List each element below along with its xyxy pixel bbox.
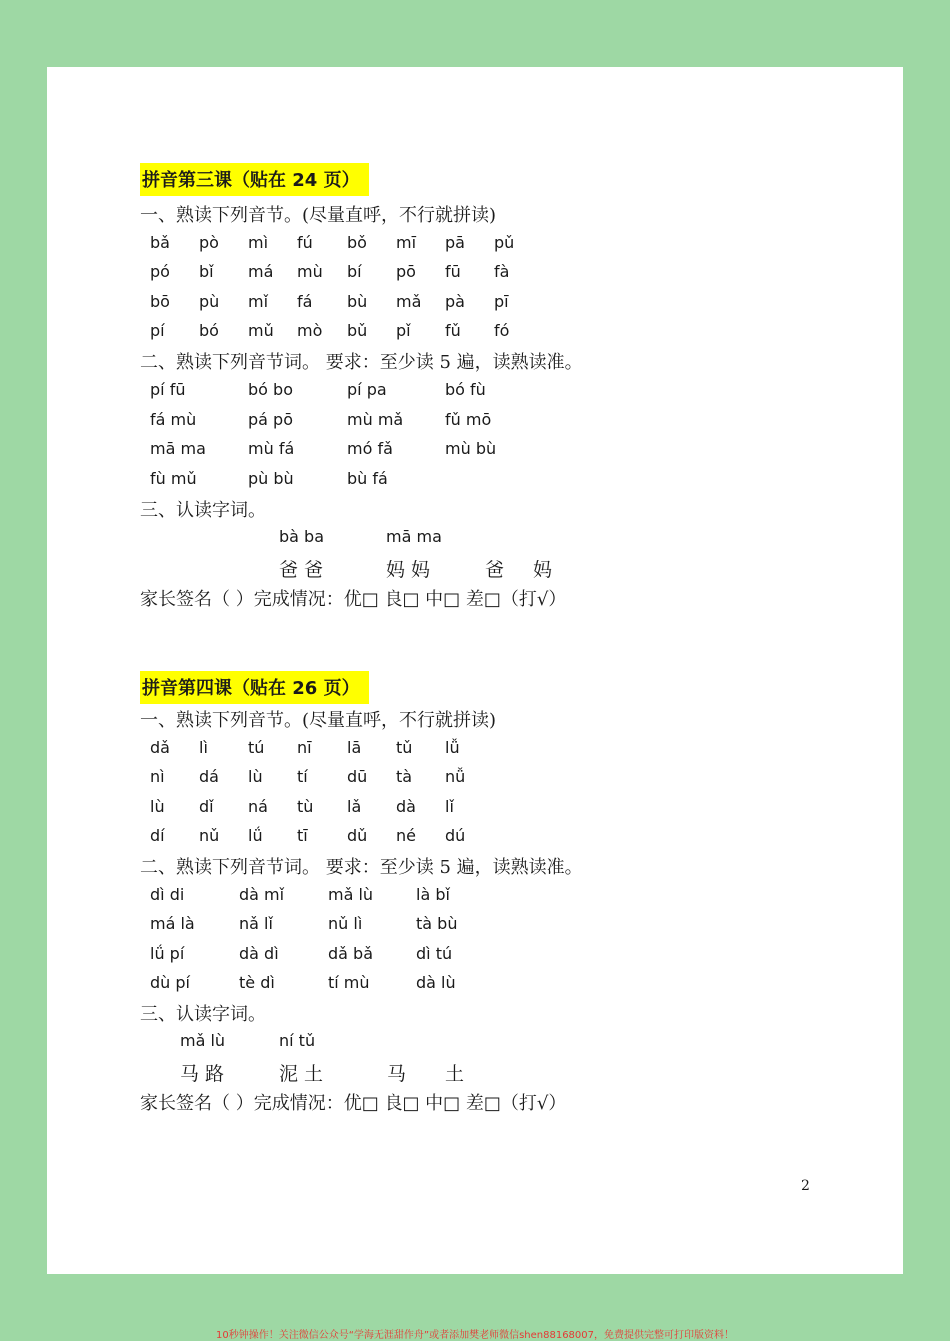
lesson4-hanzi-1: 马 路 [180,1063,225,1085]
word: fǔ mō [445,410,492,429]
syllable: pī [494,292,509,311]
word: pí pa [347,380,387,399]
syllable: né [396,826,416,845]
syllable: mǐ [248,292,269,311]
word: mù mǎ [347,410,404,429]
syllable: dū [347,767,368,786]
word: dù pí [150,973,190,992]
syllable: mī [396,233,417,252]
syllable: dǔ [347,826,368,845]
lesson4-title: 拼音第四课（贴在 26 页） [140,671,369,704]
lesson4-pinyin-2: ní tǔ [279,1031,316,1050]
syllable: mì [248,233,269,252]
lesson4-pinyin-1: mǎ lù [180,1031,226,1050]
lesson3-part3: 三、认读字词。 [140,500,266,521]
lesson3-parent-signature: 家长签名（ ）完成情况：优□ 良□ 中□ 差□（打√） [140,589,567,610]
lesson4-part3: 三、认读字词。 [140,1004,266,1025]
word: mǎ lù [328,885,374,904]
word: fá mù [150,410,197,429]
word: mā ma [150,439,206,458]
word: dà lù [416,973,456,992]
syllable: tà [396,767,413,786]
syllable: tú [248,738,265,757]
syllable: tǔ [396,738,413,757]
syllable: tù [297,797,314,816]
syllable: nǔ [199,826,220,845]
syllable: pǐ [396,321,411,340]
syllable: tí [297,767,308,786]
syllable: pó [150,262,170,281]
word: dì tú [416,944,453,963]
syllable: mò [297,321,323,340]
word: pí fū [150,380,186,399]
lesson3-pinyin-2: mā ma [386,527,442,546]
syllable: lǎ [347,797,362,816]
syllable: fū [445,262,461,281]
syllable: lǘ [248,826,263,845]
word: pá pō [248,410,293,429]
lesson3-hanzi-3: 爸 [485,559,505,581]
syllable: dá [199,767,219,786]
word: lǘ pí [150,944,185,963]
syllable: tī [297,826,308,845]
page-number: 2 [801,1178,810,1194]
syllable: nī [297,738,312,757]
lesson4-hanzi-4: 土 [445,1063,465,1085]
word: tà bù [416,914,458,933]
lesson4-part1: 一、熟读下列音节。(尽量直呼，不行就拼读) [140,710,497,731]
word: tí mù [328,973,370,992]
lesson4-parent-signature: 家长签名（ ）完成情况：优□ 良□ 中□ 差□（打√） [140,1093,567,1114]
syllable: nǚ [445,767,466,786]
syllable: fó [494,321,510,340]
syllable: mǎ [396,292,422,311]
syllable: má [248,262,274,281]
word: là bǐ [416,885,450,904]
syllable: fá [297,292,313,311]
syllable: dà [396,797,416,816]
syllable: bí [347,262,362,281]
syllable: pò [199,233,219,252]
word: dà dì [239,944,279,963]
syllable: fà [494,262,510,281]
lesson4-part2: 二、熟读下列音节词。 要求：至少读 5 遍，读熟读准。 [140,857,583,878]
syllable: bǎ [150,233,170,252]
syllable: pō [396,262,416,281]
lesson4-hanzi-3: 马 [387,1063,407,1085]
word: nǔ lì [328,914,363,933]
syllable: bó [199,321,219,340]
word: bó fù [445,380,486,399]
worksheet-page [47,67,903,1274]
word: mù fá [248,439,295,458]
footer-promo-text: 10秒钟操作！关注微信公众号“学海无涯甜作舟”或者添加樊老师微信shen88168007，免费提供完整可打印版资料！ [215,1330,735,1341]
syllable: fǔ [445,321,461,340]
syllable: mǔ [248,321,274,340]
word: mó fǎ [347,439,393,458]
syllable: pǔ [494,233,515,252]
syllable: lù [150,797,165,816]
syllable: pà [445,292,465,311]
lesson4-hanzi-2: 泥 土 [279,1063,324,1085]
lesson3-title: 拼音第三课（贴在 24 页） [140,163,369,196]
syllable: bō [150,292,170,311]
lesson3-part1: 一、熟读下列音节。(尽量直呼，不行就拼读) [140,205,497,226]
syllable: dú [445,826,466,845]
word: fù mǔ [150,469,197,488]
lesson3-hanzi-1: 爸 爸 [279,559,324,581]
word: tè dì [239,973,275,992]
word: bù fá [347,469,388,488]
word: pù bù [248,469,294,488]
syllable: lù [248,767,263,786]
lesson3-hanzi-2: 妈 妈 [386,559,431,581]
word: dǎ bǎ [328,944,374,963]
syllable: lā [347,738,362,757]
syllable: dí [150,826,165,845]
syllable: nì [150,767,165,786]
syllable: ná [248,797,268,816]
lesson3-pinyin-1: bà ba [279,527,325,546]
syllable: bù [347,292,368,311]
lesson3-hanzi-4: 妈 [533,559,553,581]
syllable: bǔ [347,321,368,340]
word: dà mǐ [239,885,285,904]
word: dì di [150,885,185,904]
syllable: fú [297,233,313,252]
syllable: pù [199,292,220,311]
syllable: lì [199,738,208,757]
syllable: bǒ [347,233,367,252]
syllable: dǎ [150,738,170,757]
word: má là [150,914,195,933]
word: bó bo [248,380,293,399]
syllable: lǚ [445,738,460,757]
lesson3-part2: 二、熟读下列音节词。 要求：至少读 5 遍，读熟读准。 [140,352,583,373]
syllable: pā [445,233,465,252]
syllable: lǐ [445,797,454,816]
syllable: pí [150,321,165,340]
word: nǎ lǐ [239,914,273,933]
syllable: bǐ [199,262,214,281]
syllable: mù [297,262,323,281]
word: mù bù [445,439,497,458]
syllable: dǐ [199,797,214,816]
